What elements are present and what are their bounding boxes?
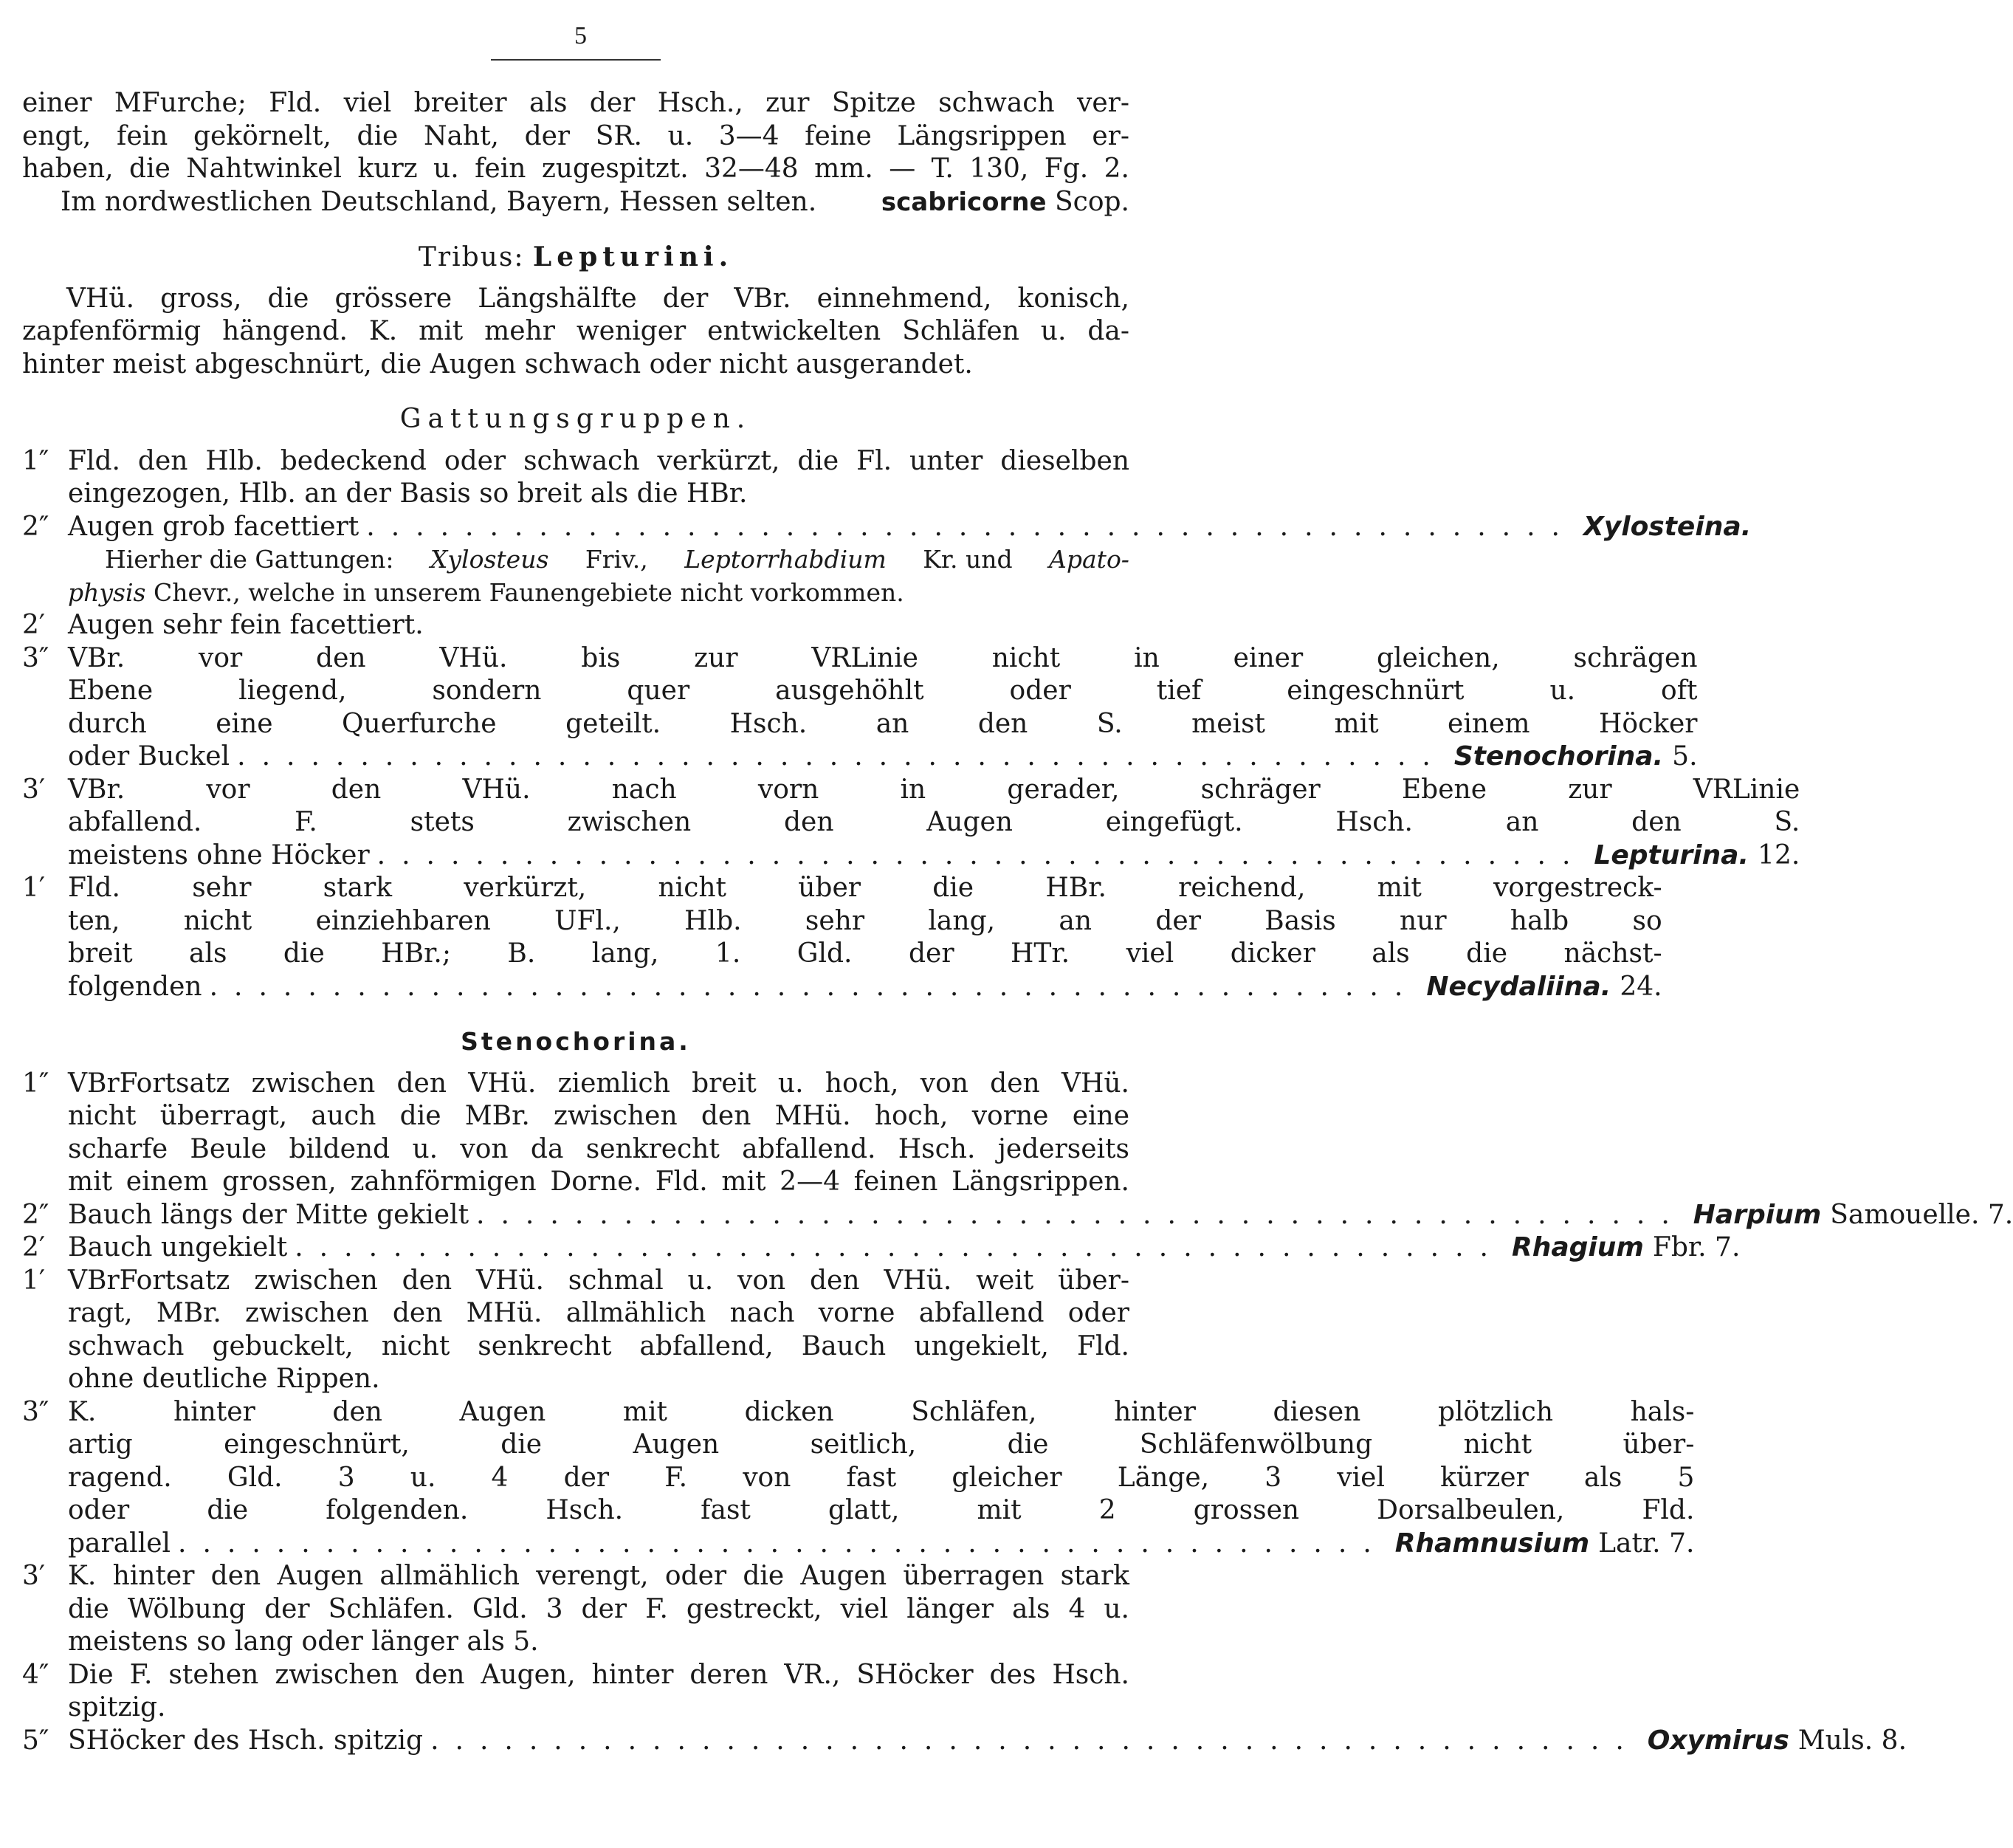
genus-author: Muls. 8. (1797, 1725, 1907, 1756)
couplet-text: folgenden (68, 971, 202, 1002)
key-couplet (22, 642, 1698, 774)
genus-name: Xylosteus (430, 545, 549, 574)
intro-locality: Im nordwestlichen Deutschland, Bayern, Hessen selten. (61, 186, 817, 217)
species-name: scabricorne (881, 187, 1047, 217)
note-text: Friv., (585, 545, 648, 574)
genus-author: Samouelle. 7. (1830, 1199, 2013, 1230)
key-couplet (22, 1396, 1695, 1561)
couplet-line: Ebene liegend, sondern quer ausgehöhlt oder tief eingeschnürt u. oft (68, 676, 1698, 706)
couplet-text: SHöcker des Hsch. spitzig (68, 1725, 424, 1756)
genus-name: Apato- (1049, 545, 1129, 574)
leader-dots: ................................................. (430, 1725, 1640, 1756)
couplet-number: 2″ (22, 511, 49, 542)
leader-dots: ................................................. (476, 1199, 1686, 1230)
couplet-line: ragt, MBr. zwischen den MHü. allmählich nach vorne abfallend oder (68, 1298, 1129, 1328)
couplet-line: spitzig. (68, 1692, 166, 1722)
couplet-line: durch eine Querfurche geteilt. Hsch. an den S. meist mit einem Höcker (68, 708, 1698, 739)
couplet-line: abfallend. F. stets zwischen den Augen eingefügt. Hsch. an den S. (68, 807, 1800, 837)
couplet-line: die Wölbung der Schläfen. Gld. 3 der F. gestreckt, viel länger als 4 u. (68, 1593, 1129, 1624)
couplet-line: Fld. den Hlb. bedeckend oder schwach verkürzt, die Fl. unter dieselben (68, 445, 1129, 476)
couplet-number: 5″ (22, 1725, 49, 1756)
couplet-line: artig eingeschnürt, die Augen seitlich, die Schläfenwölbung nicht über- (68, 1429, 1695, 1460)
intro-last-line (22, 186, 1129, 219)
couplet-number: 3′ (22, 774, 46, 805)
page-reference: 24. (1620, 971, 1662, 1002)
couplet-number: 1″ (22, 1068, 49, 1099)
tribus-desc-line: VHü. gross, die grössere Längshälfte der VBr. einnehmend, konisch, (66, 283, 1129, 314)
couplet-line: scharfe Beule bildend u. von da senkrecht abfallend. Hsch. jederseits (68, 1133, 1129, 1164)
key-couplet (22, 445, 1129, 511)
leader-dots: ................................................. (178, 1528, 1388, 1559)
couplet-number: 1′ (22, 873, 46, 903)
key-couplet (22, 872, 1662, 1003)
couplet-line: ten, nicht einziehbaren UFl., Hlb. sehr lang, an der Basis nur halb so (68, 905, 1662, 936)
couplet-line: Die F. stehen zwischen den Augen, hinter deren VR., SHöcker des Hsch. (68, 1659, 1129, 1690)
key-couplet (22, 1232, 1741, 1265)
couplet-line: eingezogen, Hlb. an der Basis so breit als die HBr. (68, 478, 748, 509)
leader-dots: ................................................. (237, 741, 1447, 772)
couplet-line: mit einem grossen, zahnförmigen Dorne. Fld. mit 2—4 feinen Längsrippen. (68, 1167, 1129, 1197)
header-rule (491, 59, 661, 61)
couplet-text: Augen grob facettiert (68, 511, 359, 542)
couplet-number: 3′ (22, 1561, 46, 1591)
intro-line: engt, fein gekörnelt, die Naht, der SR. u. 3—4 feine Längsrippen er- (22, 120, 1129, 151)
leader-dots: ................................................. (209, 971, 1420, 1002)
couplet-line: K. hinter den Augen allmählich verengt, oder die Augen überragen stark (68, 1561, 1129, 1591)
page-reference: 12. (1758, 839, 1800, 870)
couplet-line: VBrFortsatz zwischen den VHü. schmal u. von den VHü. weit über- (68, 1265, 1129, 1296)
genus-name: Rhagium (1511, 1232, 1644, 1263)
tribus-name: Lepturini. (532, 241, 734, 272)
section-heading-stenochorina: Stenochorina. (461, 1027, 691, 1056)
couplet-text: oder Buckel (68, 741, 230, 772)
genus-author: Fbr. 7. (1652, 1232, 1741, 1263)
tribus-heading (22, 241, 1129, 274)
genus-name: Oxymirus (1647, 1725, 1789, 1756)
note (22, 543, 1129, 609)
couplet-line: Fld. sehr stark verkürzt, nicht über die HBr. reichend, mit vorgestreck- (68, 873, 1662, 903)
couplet-number: 1′ (22, 1265, 46, 1296)
leader-dots: ................................................. (295, 1232, 1504, 1263)
key-couplet (22, 1068, 1129, 1199)
key-couplet (22, 1199, 2013, 1232)
note-text: Hierher die Gattungen: (105, 545, 394, 574)
tribus-label: Tribus: (418, 242, 525, 272)
key-couplet (22, 1560, 1129, 1659)
key-couplet (22, 1265, 1129, 1396)
page-number: 5 (574, 22, 587, 49)
couplet-number: 4″ (22, 1659, 49, 1690)
key-couplet (22, 1725, 1907, 1758)
key-couplet (22, 774, 1800, 873)
genus-name: physis (68, 577, 146, 607)
genus-name: Harpium (1693, 1199, 1822, 1230)
couplet-line: ragend. Gld. 3 u. 4 der F. von fast gleicher Länge, 3 viel kürzer als 5 (68, 1462, 1695, 1493)
couplet-number: 2′ (22, 610, 46, 640)
note-text: Kr. und (923, 545, 1013, 574)
genus-name: Leptorrhabdium (684, 545, 887, 574)
couplet-text: Bauch ungekielt (68, 1232, 288, 1263)
couplet-line: Augen sehr fein facettiert. (68, 610, 424, 640)
section-heading-gattungsgruppen: Gattungsgruppen. (399, 404, 752, 434)
couplet-number: 2″ (22, 1199, 49, 1230)
key-couplet (22, 1659, 1129, 1725)
couplet-number: 2′ (22, 1232, 46, 1263)
intro-line: haben, die Nahtwinkel kurz u. fein zugespitzt. 32—48 mm. — T. 130, Fg. 2. (22, 154, 1129, 184)
couplet-text: parallel (68, 1528, 171, 1559)
couplet-line: VBr. vor den VHü. nach vorn in gerader, schräger Ebene zur VRLinie (68, 774, 1800, 805)
genus-name: Rhamnusium (1394, 1528, 1590, 1559)
group-name: Necydaliina. (1426, 971, 1611, 1002)
species-author: Scop. (1055, 186, 1129, 217)
couplet-line: nicht überragt, auch die MBr. zwischen den MHü. hoch, vorne eine (68, 1101, 1129, 1131)
couplet-text: meistens ohne Höcker (68, 839, 370, 870)
note-text: Chevr., welche in unserem Faunengebiete nicht vorkommen. (153, 577, 904, 607)
tribus-desc-line: zapfenförmig hängend. K. mit mehr weniger entwickelten Schläfen u. da- (22, 316, 1129, 346)
genus-author: Latr. 7. (1598, 1528, 1695, 1559)
couplet-number: 3″ (22, 642, 49, 673)
page-body (22, 87, 2013, 1757)
couplet-line: ohne deutliche Rippen. (68, 1364, 380, 1394)
couplet-line: K. hinter den Augen mit dicken Schläfen, hinter diesen plötzlich hals- (68, 1396, 1695, 1427)
leader-dots: ................................................. (376, 839, 1587, 870)
couplet-line: breit als die HBr.; B. lang, 1. Gld. der HTr. viel dicker als die nächst- (68, 938, 1662, 969)
group-name: Stenochorina. (1453, 741, 1664, 772)
tribus-desc-line: hinter meist abgeschnürt, die Augen schwach oder nicht ausgerandet. (22, 348, 973, 379)
key-couplet (22, 511, 1752, 544)
couplet-line: VBr. vor den VHü. bis zur VRLinie nicht in einer gleichen, schrägen (68, 642, 1698, 673)
couplet-number: 3″ (22, 1396, 49, 1427)
couplet-text: Bauch längs der Mitte gekielt (68, 1199, 469, 1230)
key-couplet (22, 609, 1129, 642)
group-name: Lepturina. (1594, 839, 1749, 870)
couplet-line: meistens so lang oder länger als 5. (68, 1627, 539, 1657)
intro-line: einer MFurche; Fld. viel breiter als der Hsch., zur Spitze schwach ver- (22, 88, 1129, 118)
couplet-number: 1″ (22, 445, 49, 476)
couplet-line: VBrFortsatz zwischen den VHü. ziemlich breit u. hoch, von den VHü. (68, 1068, 1129, 1099)
leader-dots: ................................................. (366, 511, 1576, 542)
page-reference: 5. (1672, 741, 1698, 772)
group-name: Xylosteina. (1583, 511, 1752, 542)
couplet-line: oder die folgenden. Hsch. fast glatt, mit 2 grossen Dorsalbeulen, Fld. (68, 1495, 1695, 1525)
couplet-line: schwach gebuckelt, nicht senkrecht abfallend, Bauch ungekielt, Fld. (68, 1330, 1129, 1361)
